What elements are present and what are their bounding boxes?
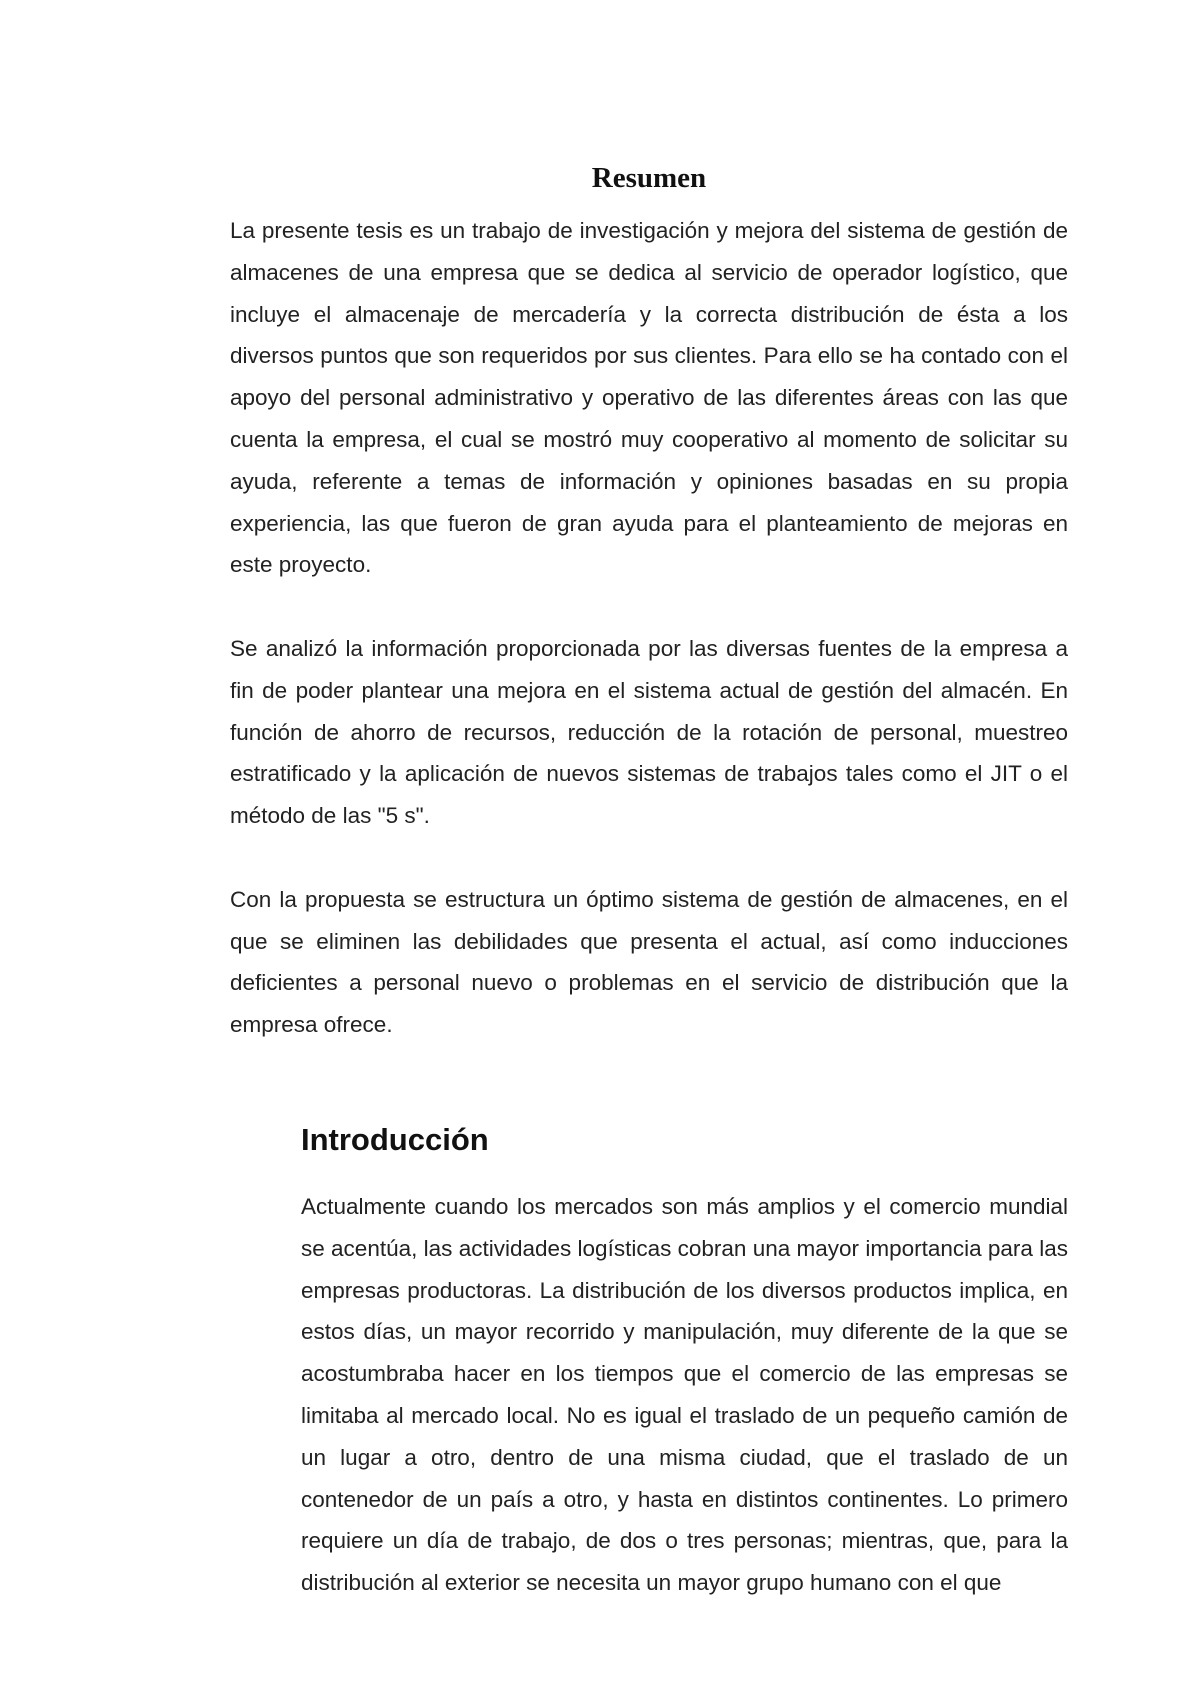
introduccion-paragraph-1: Actualmente cuando los mercados son más amplios y el comercio mundial se acentúa, las actividades logísticas cobran una mayor importancia para las empresas productoras. La distribución de los diversos productos implica, en estos días, un mayor recorrido y manipulación, muy diferente de la que se acostumbraba hacer en los tiempos que el comercio de las empresas se limitaba al mercado local. No es igual el traslado de un pequeño camión de un lugar a otro, dentro de una misma ciudad, que el traslado de un contenedor de un país a otro, y hasta en distintos continentes. Lo primero requiere un día de trabajo, de dos o tres personas; mientras, que, para la distribución al exterior se necesita un mayor grupo humano con el que	[301, 1194, 1068, 1596]
resumen-paragraph-3: Con la propuesta se estructura un óptimo sistema de gestión de almacenes, en el que se eliminen las debilidades que presenta el actual, así como inducciones deficientes a personal nuevo o problemas en el servicio de distribución que la empresa ofrece.	[230, 886, 1068, 1038]
introduccion-body	[301, 1186, 1068, 1604]
resumen-heading: Resumen	[591, 162, 707, 194]
resumen-paragraph-1: La presente tesis es un trabajo de investigación y mejora del sistema de gestión de almacenes de una empresa que se dedica al servicio de operador logístico, que incluye el almacenaje de mercadería y la correcta distribución de ésta a los diversos puntos que son requeridos por sus clientes. Para ello se ha contado con el apoyo del personal administrativo y operativo de las diferentes áreas con las que cuenta la empresa, el cual se mostró muy cooperativo al momento de solicitar su ayuda, referente a temas de información y opiniones basadas en su propia experiencia, las que fueron de gran ayuda para el planteamiento de mejoras en este proyecto.	[230, 218, 1068, 578]
resumen-paragraph-2: Se analizó la información proporcionada por las diversas fuentes de la empresa a fin de poder plantear una mejora en el sistema actual de gestión del almacén. En función de ahorro de recursos, reducción de la rotación de personal, muestreo estratificado y la aplicación de nuevos sistemas de trabajos tales como el JIT o el método de las "5 s".	[230, 635, 1068, 829]
introduccion-heading: Introducción	[301, 1122, 489, 1157]
resumen-body	[230, 210, 1068, 1088]
